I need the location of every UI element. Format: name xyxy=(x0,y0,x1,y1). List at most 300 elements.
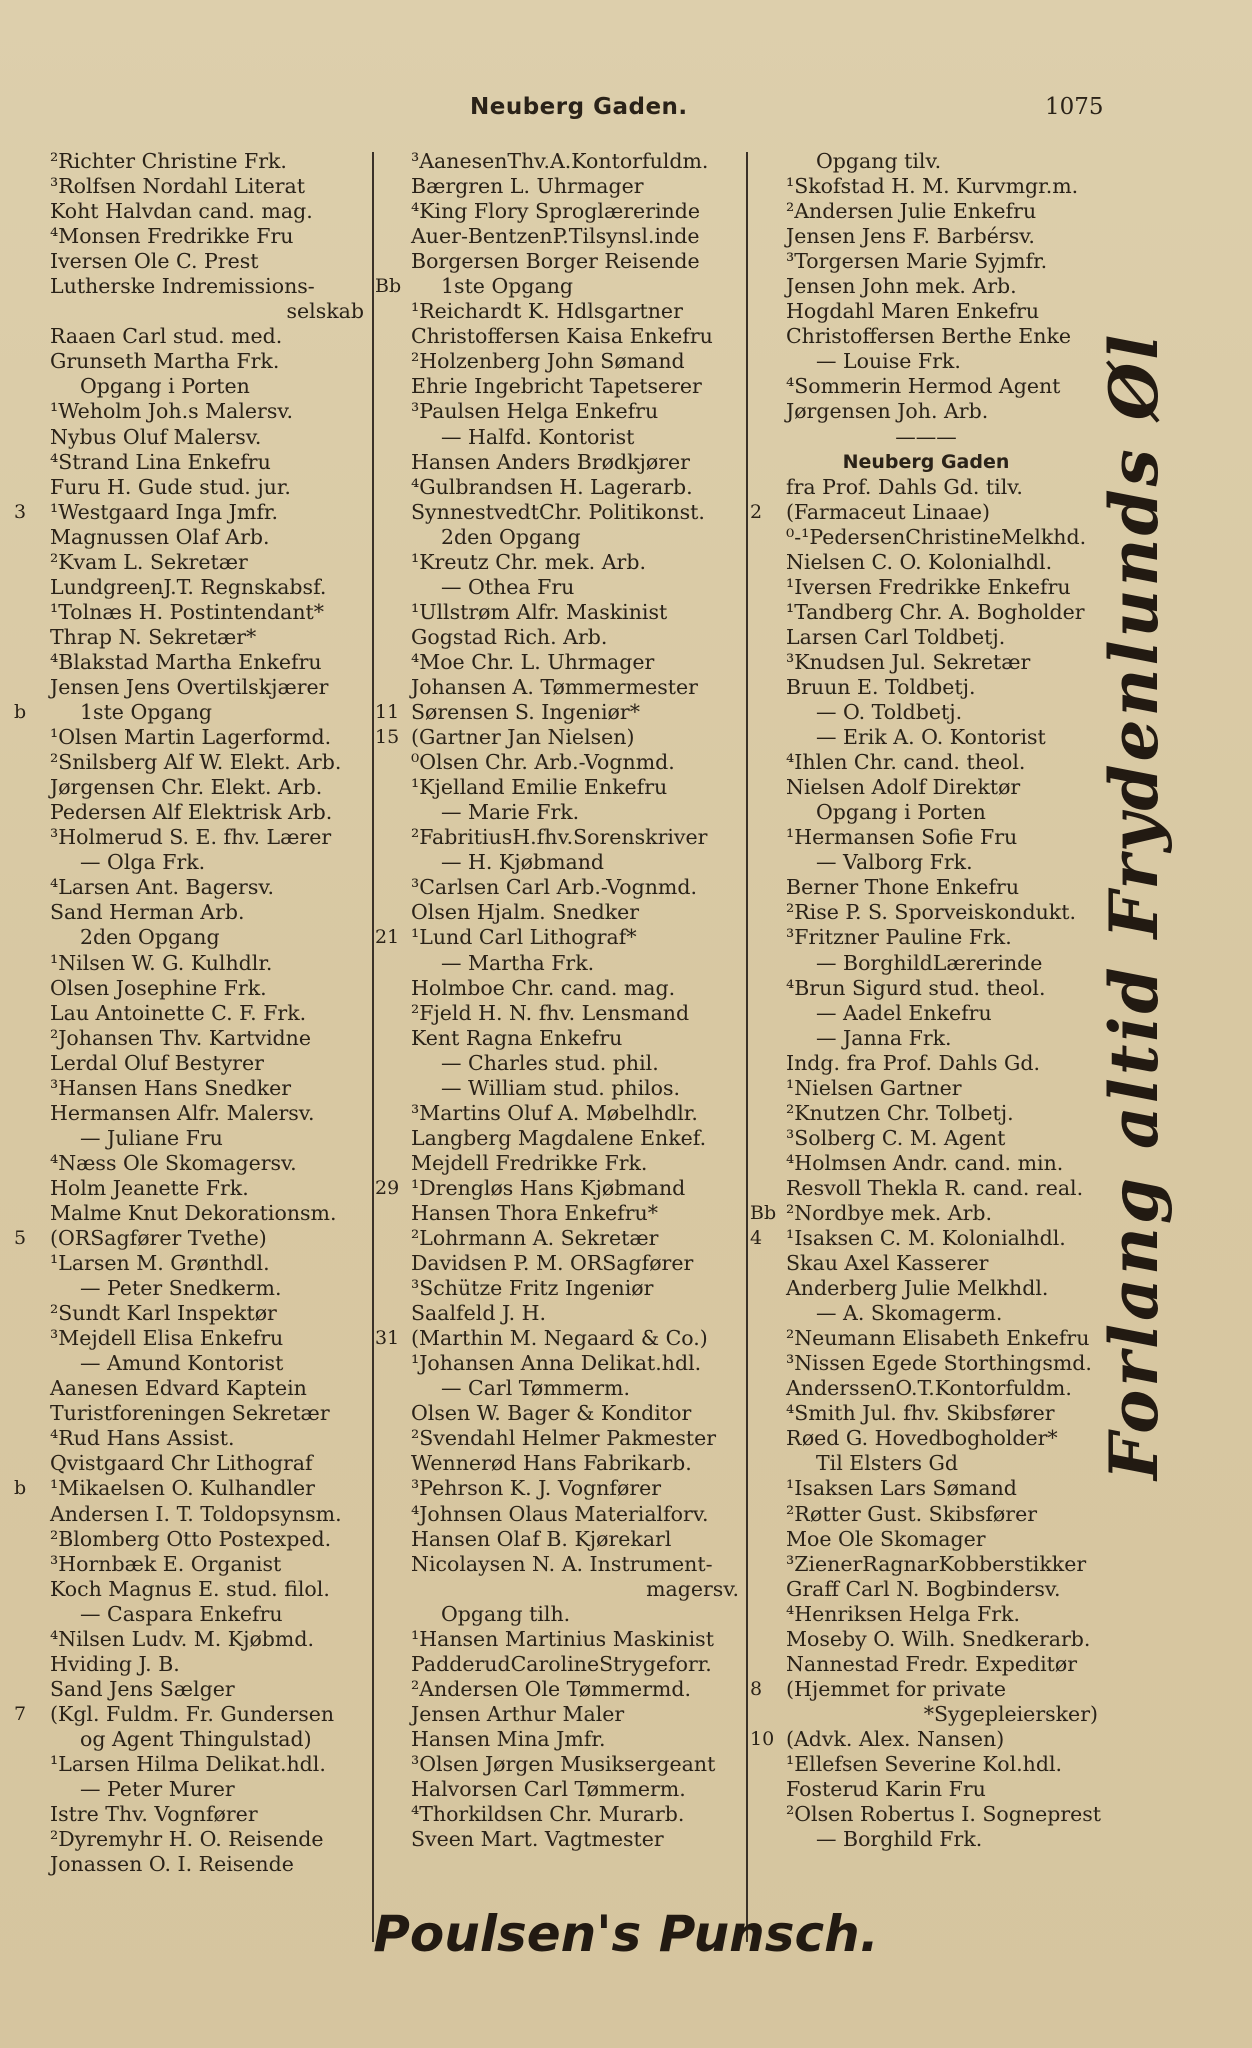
directory-entry xyxy=(14,951,368,976)
directory-entry xyxy=(750,1101,1102,1126)
entry-text: ³Holmerud S. E. fhv. Lærer xyxy=(50,825,332,850)
entry-text: Kent Ragna Enkefru xyxy=(411,1025,623,1050)
directory-entry xyxy=(14,500,368,525)
directory-entry xyxy=(750,1727,1102,1752)
directory-entry xyxy=(14,1476,368,1501)
entry-text: Anderberg Julie Melkhdl. xyxy=(786,1276,1049,1301)
side-advertisement: Forlang altid Frydenlunds Øl xyxy=(1095,331,1173,1480)
entry-text: Istre Thv. Vognfører xyxy=(50,1802,258,1827)
entry-text: ³Pehrson K. J. Vognfører xyxy=(411,1476,662,1501)
directory-entry xyxy=(375,1552,743,1577)
directory-entry xyxy=(14,1577,368,1602)
directory-entry xyxy=(750,299,1102,324)
entry-text: Jensen Jens F. Barbérsv. xyxy=(786,224,1035,249)
entry-text: ³Nissen Egede Storthingsmd. xyxy=(786,1351,1092,1376)
entry-text: ³Hornbæk E. Organist xyxy=(50,1551,282,1576)
house-number: 31 xyxy=(375,1327,400,1350)
entry-text: ²Kvam L. Sekretær xyxy=(50,549,248,574)
directory-entry xyxy=(14,349,368,374)
directory-entry xyxy=(750,1001,1102,1026)
directory-entry xyxy=(750,1326,1102,1351)
directory-entry xyxy=(14,1001,368,1026)
directory-entry xyxy=(375,500,743,525)
entry-text: — William stud. philos. xyxy=(441,1075,681,1100)
directory-entry xyxy=(750,1401,1102,1426)
entry-text: ¹Weholm Joh.s Malersv. xyxy=(50,399,294,424)
entry-text: ⁰-¹PedersenChristineMelkhd. xyxy=(786,524,1087,549)
entry-text: ³Carlsen Carl Arb.-Vognmd. xyxy=(411,875,697,900)
directory-entry xyxy=(750,1126,1102,1151)
entry-text: ³Olsen Jørgen Musiksergeant xyxy=(411,1752,716,1776)
directory-entry xyxy=(14,1176,368,1201)
entry-text: — Amund Kontorist xyxy=(80,1351,284,1376)
entry-text: — Juliane Fru xyxy=(80,1125,223,1150)
directory-entry xyxy=(14,249,368,274)
directory-entry xyxy=(14,900,368,925)
house-number: 10 xyxy=(750,1727,775,1750)
house-number: b xyxy=(14,701,27,724)
entry-text: Raaen Carl stud. med. xyxy=(50,324,283,349)
directory-entry xyxy=(14,525,368,550)
directory-entry xyxy=(14,1276,368,1301)
entry-text: ²Røtter Gust. Skibsfører xyxy=(786,1501,1037,1526)
entry-text: Lau Antoinette C. F. Frk. xyxy=(50,1000,307,1025)
directory-entry xyxy=(14,1827,368,1852)
page-header xyxy=(0,94,1252,134)
entry-text: — Othea Fru xyxy=(441,574,575,599)
entry-text: Saalfeld J. H. xyxy=(411,1301,547,1326)
directory-entry xyxy=(750,675,1102,700)
entry-text: ³AanesenThv.A.Kontorfuldm. xyxy=(411,149,709,173)
directory-entry xyxy=(750,1827,1102,1852)
entry-text: — Martha Frk. xyxy=(441,950,595,975)
directory-entry xyxy=(14,875,368,900)
directory-entry xyxy=(14,1652,368,1677)
entry-text: — O. Toldbetj. xyxy=(816,700,963,725)
directory-entry xyxy=(375,550,743,575)
house-number: b xyxy=(14,1477,27,1500)
directory-entry xyxy=(375,1151,743,1176)
directory-entry xyxy=(750,199,1102,224)
directory-entry xyxy=(375,700,743,725)
house-number: Bb xyxy=(375,275,402,298)
entry-text: Nannestad Fredr. Expeditør xyxy=(786,1651,1078,1676)
entry-text: (Gartner Jan Nielsen) xyxy=(411,725,635,750)
entry-text: Jensen Jens Overtilskjærer xyxy=(50,674,329,699)
directory-entry xyxy=(375,374,743,399)
directory-entry xyxy=(375,1226,743,1251)
entry-text: Olsen W. Bager & Konditor xyxy=(411,1401,692,1426)
directory-entry xyxy=(14,1076,368,1101)
directory-entry xyxy=(14,600,368,625)
entry-text: magersv. xyxy=(646,1576,739,1601)
entry-text: ¹Isaksen Lars Sømand xyxy=(786,1476,1017,1501)
entry-text: ¹Drengløs Hans Kjøbmand xyxy=(411,1175,686,1200)
house-number: Bb xyxy=(750,1201,777,1224)
entry-text: Jørgensen Chr. Elekt. Arb. xyxy=(50,775,323,800)
entry-text: Davidsen P. M. ORSagfører xyxy=(411,1251,694,1276)
directory-entry xyxy=(375,349,743,374)
directory-entry xyxy=(375,1652,743,1677)
directory-entry xyxy=(14,1051,368,1076)
directory-entry xyxy=(750,800,1102,825)
entry-text: Sand Herman Arb. xyxy=(50,900,245,925)
directory-entry xyxy=(750,976,1102,1001)
entry-text: (Hjemmet for private xyxy=(786,1676,1007,1701)
entry-text: ¹Nielsen Gartner xyxy=(786,1075,962,1100)
directory-entry xyxy=(750,1351,1102,1376)
entry-text: Hansen Olaf B. Kjørekarl xyxy=(411,1526,672,1551)
entry-text: Bruun E. Toldbetj. xyxy=(786,674,976,699)
entry-text: ¹Kreutz Chr. mek. Arb. xyxy=(411,549,646,574)
entry-text: ¹Ellefsen Severine Kol.hdl. xyxy=(786,1752,1063,1776)
directory-entry xyxy=(14,1752,368,1777)
entry-text: 2den Opgang xyxy=(441,524,581,549)
entry-text: — Marie Frk. xyxy=(441,800,580,825)
directory-entry xyxy=(375,1376,743,1401)
entry-text: ³Torgersen Marie Syjmfr. xyxy=(786,249,1048,274)
entry-text: ¹Tolnæs H. Postintendant* xyxy=(50,599,325,624)
directory-entry xyxy=(14,1627,368,1652)
directory-entry xyxy=(750,349,1102,374)
entry-text: ¹Reichardt K. Hdlsgartner xyxy=(411,299,683,324)
entry-text: ²Sundt Karl Inspektør xyxy=(50,1301,277,1326)
directory-entry xyxy=(14,550,368,575)
entry-text: Hermansen Alfr. Malersv. xyxy=(50,1100,315,1125)
entry-text: ³Mejdell Elisa Enkefru xyxy=(50,1326,284,1351)
page-title: Neuberg Gaden. xyxy=(470,94,688,120)
directory-entry xyxy=(750,1677,1102,1702)
directory-entry xyxy=(375,199,743,224)
entry-text: Røed G. Hovedbogholder* xyxy=(786,1426,1058,1451)
entry-text: Hansen Thora Enkefru* xyxy=(411,1200,658,1225)
entry-text: ²Richter Christine Frk. xyxy=(50,149,287,173)
entry-text: ²Andersen Ole Tømmermd. xyxy=(411,1676,691,1701)
directory-entry xyxy=(750,951,1102,976)
directory-entry xyxy=(14,850,368,875)
directory-entry xyxy=(750,1051,1102,1076)
directory-entry xyxy=(750,1752,1102,1777)
entry-text: ²Knutzen Chr. Tolbetj. xyxy=(786,1100,1014,1125)
entry-text: — A. Skomagerm. xyxy=(816,1301,1003,1326)
directory-entry xyxy=(14,825,368,850)
directory-entry xyxy=(375,951,743,976)
entry-text: (Farmaceut Linaae) xyxy=(786,499,991,524)
directory-entry xyxy=(375,1201,743,1226)
directory-entry xyxy=(750,149,1102,174)
entry-text: — Halfd. Kontorist xyxy=(441,424,635,449)
directory-entry xyxy=(375,249,743,274)
entry-text: ⁴Holmsen Andr. cand. min. xyxy=(786,1150,1064,1175)
entry-text: ⁴Larsen Ant. Bagersv. xyxy=(50,875,275,900)
directory-entry xyxy=(750,500,1102,525)
entry-text: Borgersen Borger Reisende xyxy=(411,249,700,274)
entry-text: selskab xyxy=(286,299,364,324)
directory-entry xyxy=(750,1652,1102,1677)
entry-text: ¹Iversen Fredrikke Enkefru xyxy=(786,574,1071,599)
entry-text: ²Svendahl Helmer Pakmester xyxy=(411,1426,717,1451)
entry-text: Hansen Anders Brødkjører xyxy=(411,449,690,474)
entry-text: ⁴Monsen Fredrikke Fru xyxy=(50,224,294,249)
directory-entry xyxy=(750,324,1102,349)
entry-text: Pedersen Alf Elektrisk Arb. xyxy=(50,800,333,825)
directory-entry xyxy=(14,1426,368,1451)
entry-text: ¹Isaksen C. M. Kolonialhdl. xyxy=(786,1226,1066,1251)
entry-text: — Peter Murer xyxy=(80,1777,235,1802)
directory-entry xyxy=(14,374,368,399)
directory-entry xyxy=(375,1301,743,1326)
column-divider xyxy=(746,152,748,1942)
directory-entry xyxy=(750,249,1102,274)
entry-text: Gogstad Rich. Arb. xyxy=(411,624,608,649)
directory-entry xyxy=(375,1451,743,1476)
entry-text: Sveen Mart. Vagtmester xyxy=(411,1827,664,1852)
directory-entry xyxy=(375,1426,743,1451)
page-number: 1075 xyxy=(1045,94,1104,120)
directory-entry xyxy=(750,1502,1102,1527)
entry-text: Magnussen Olaf Arb. xyxy=(50,524,270,549)
directory-entry xyxy=(750,1076,1102,1101)
directory-entry xyxy=(375,1827,743,1852)
directory-entry xyxy=(14,1451,368,1476)
directory-entry xyxy=(375,900,743,925)
entry-text: Wennerød Hans Fabrikarb. xyxy=(411,1451,692,1476)
directory-entry xyxy=(14,450,368,475)
entry-text: Neuberg Gaden xyxy=(842,450,1010,473)
entry-text: Opgang i Porten xyxy=(816,800,986,825)
entry-text: ³Schütze Fritz Ingeniør xyxy=(411,1276,654,1301)
directory-entry xyxy=(375,875,743,900)
entry-text: ³Martins Oluf A. Møbelhdlr. xyxy=(411,1100,698,1125)
directory-entry xyxy=(14,750,368,775)
directory-entry xyxy=(750,650,1102,675)
directory-entry xyxy=(14,1151,368,1176)
entry-text: Thrap N. Sekretær* xyxy=(50,624,257,649)
directory-entry xyxy=(14,1101,368,1126)
directory-entry xyxy=(750,575,1102,600)
directory-entry xyxy=(750,1426,1102,1451)
directory-entry xyxy=(375,1627,743,1652)
house-number: 29 xyxy=(375,1176,400,1199)
directory-entry xyxy=(750,450,1102,475)
entry-text: ¹Johansen Anna Delikat.hdl. xyxy=(411,1351,702,1376)
entry-text: ⁴Rud Hans Assist. xyxy=(50,1426,235,1451)
column-2 xyxy=(375,149,743,1852)
directory-entry xyxy=(375,1727,743,1752)
directory-entry xyxy=(750,274,1102,299)
directory-entry xyxy=(14,725,368,750)
directory-entry xyxy=(750,1226,1102,1251)
entry-text: ¹Mikaelsen O. Kulhandler xyxy=(50,1476,315,1501)
entry-text: ¹Skofstad H. M. Kurvmgr.m. xyxy=(786,174,1079,199)
directory-entry xyxy=(14,174,368,199)
entry-text: Jørgensen Joh. Arb. xyxy=(786,399,989,424)
entry-text: ³Hansen Hans Snedker xyxy=(50,1075,292,1100)
entry-text: Johansen A. Tømmermester xyxy=(411,674,698,699)
entry-text: ⁴Brun Sigurd stud. theol. xyxy=(786,975,1046,1000)
entry-text: Langberg Magdalene Enkef. xyxy=(411,1125,707,1150)
directory-entry xyxy=(375,1777,743,1802)
directory-entry xyxy=(375,1401,743,1426)
entry-text: ¹Olsen Martin Lagerformd. xyxy=(50,725,332,750)
directory-entry xyxy=(14,1852,368,1877)
directory-entry xyxy=(375,925,743,950)
entry-text: — BorghildLærerinde xyxy=(816,950,1043,975)
directory-entry xyxy=(750,550,1102,575)
entry-text: Bærgren L. Uhrmager xyxy=(411,174,644,199)
directory-entry xyxy=(750,1527,1102,1552)
entry-text: Olsen Josephine Frk. xyxy=(50,975,267,1000)
entry-text: ——— xyxy=(895,424,957,449)
entry-text: ¹Ullstrøm Alfr. Maskinist xyxy=(411,599,668,624)
entry-text: Turistforeningen Sekretær xyxy=(50,1401,330,1426)
directory-entry xyxy=(375,800,743,825)
entry-text: LundgreenJ.T. Regnskabsf. xyxy=(50,574,327,599)
entry-text: Hviding J. B. xyxy=(50,1651,180,1676)
entry-text: *Sygepleiersker) xyxy=(923,1701,1098,1726)
entry-text: Opgang tilv. xyxy=(816,149,942,173)
entry-text: Furu H. Gude stud. jur. xyxy=(50,474,291,499)
directory-entry xyxy=(375,1502,743,1527)
column-divider xyxy=(372,152,374,1942)
directory-entry xyxy=(14,399,368,424)
entry-text: og Agent Thingulstad) xyxy=(80,1726,312,1751)
directory-entry xyxy=(750,224,1102,249)
directory-entry xyxy=(750,525,1102,550)
directory-entry xyxy=(14,775,368,800)
directory-entry xyxy=(14,1301,368,1326)
entry-text: — Caspara Enkefru xyxy=(80,1601,283,1626)
entry-text: ¹Hansen Martinius Maskinist xyxy=(411,1626,714,1651)
directory-entry xyxy=(750,1802,1102,1827)
directory-entry xyxy=(375,450,743,475)
entry-text: Larsen Carl Toldbetj. xyxy=(786,624,1006,649)
entry-text: Nielsen Adolf Direktør xyxy=(786,775,1021,800)
directory-entry xyxy=(14,1602,368,1627)
directory-entry xyxy=(14,1401,368,1426)
entry-text: Nicolaysen N. A. Instrument- xyxy=(411,1551,713,1576)
directory-entry xyxy=(14,1226,368,1251)
entry-text: ⁴King Flory Sproglærerinde xyxy=(411,199,700,224)
directory-entry xyxy=(375,976,743,1001)
entry-text: ²Blomberg Otto Postexped. xyxy=(50,1526,332,1551)
directory-entry xyxy=(14,425,368,450)
entry-text: (Advk. Alex. Nansen) xyxy=(786,1726,1005,1751)
directory-entry xyxy=(750,725,1102,750)
entry-text: Opgang i Porten xyxy=(80,374,250,399)
entry-text: Jensen John mek. Arb. xyxy=(786,274,1017,299)
directory-entry xyxy=(14,1326,368,1351)
entry-text: Skau Axel Kasserer xyxy=(786,1251,989,1276)
entry-text: Malme Knut Dekorationsm. xyxy=(50,1200,337,1225)
directory-entry xyxy=(750,1276,1102,1301)
entry-text: Grunseth Martha Frk. xyxy=(50,349,280,374)
house-number: 7 xyxy=(14,1702,27,1725)
entry-text: Iversen Ole C. Prest xyxy=(50,249,259,274)
directory-entry xyxy=(375,1802,743,1827)
entry-text: Hogdahl Maren Enkefru xyxy=(786,299,1040,324)
entry-text: — Aadel Enkefru xyxy=(816,1000,992,1025)
entry-text: ⁴Gulbrandsen H. Lagerarb. xyxy=(411,474,693,499)
directory-entry xyxy=(14,976,368,1001)
house-number: 15 xyxy=(375,726,400,749)
entry-text: Jonassen O. I. Reisende xyxy=(50,1852,294,1877)
entry-text: ²Holzenberg John Sømand xyxy=(411,349,685,374)
entry-text: ³Paulsen Helga Enkefru xyxy=(411,399,659,424)
directory-entry xyxy=(375,1276,743,1301)
entry-text: fra Prof. Dahls Gd. tilv. xyxy=(786,474,1023,499)
entry-text: 2den Opgang xyxy=(80,925,220,950)
directory-entry xyxy=(14,1677,368,1702)
entry-text: ¹Lund Carl Lithograf* xyxy=(411,925,637,950)
entry-text: ¹Nilsen W. G. Kulhdlr. xyxy=(50,950,273,975)
entry-text: ¹Larsen M. Grønthdl. xyxy=(50,1251,270,1276)
directory-entry xyxy=(14,1126,368,1151)
entry-text: Lerdal Oluf Bestyrer xyxy=(50,1050,264,1075)
directory-entry xyxy=(750,1151,1102,1176)
directory-entry xyxy=(375,1076,743,1101)
entry-text: Nybus Oluf Malersv. xyxy=(50,424,262,449)
directory-entry xyxy=(750,1301,1102,1326)
directory-entry xyxy=(14,1802,368,1827)
directory-entry xyxy=(14,1201,368,1226)
entry-text: Mejdell Fredrikke Frk. xyxy=(411,1150,648,1175)
directory-entry xyxy=(750,1026,1102,1051)
directory-entry xyxy=(14,199,368,224)
directory-entry xyxy=(375,1677,743,1702)
footer-advertisement: Poulsen's Punsch. xyxy=(373,1905,879,1963)
column-1 xyxy=(14,149,368,1877)
entry-text: 1ste Opgang xyxy=(80,700,213,725)
entry-text: 1ste Opgang xyxy=(441,274,574,299)
entry-text: Sørensen S. Ingeniør* xyxy=(411,700,640,725)
directory-entry xyxy=(750,600,1102,625)
entry-text: ³Rolfsen Nordahl Literat xyxy=(50,174,306,199)
directory-entry xyxy=(750,1451,1102,1476)
directory-entry xyxy=(375,1326,743,1351)
directory-entry xyxy=(375,1126,743,1151)
entry-text: ⁰Olsen Chr. Arb.-Vognmd. xyxy=(411,750,675,775)
directory-entry xyxy=(14,1376,368,1401)
entry-text: ⁴Smith Jul. fhv. Skibsfører xyxy=(786,1401,1055,1426)
directory-entry xyxy=(375,575,743,600)
entry-text: ³ZienerRagnarKobberstikker xyxy=(786,1551,1087,1576)
directory-entry xyxy=(750,700,1102,725)
directory-entry xyxy=(750,875,1102,900)
directory-entry xyxy=(375,1602,743,1627)
directory-entry xyxy=(14,575,368,600)
directory-entry xyxy=(14,1777,368,1802)
house-number: 3 xyxy=(14,500,27,523)
directory-entry xyxy=(750,1602,1102,1627)
entry-text: ¹Larsen Hilma Delikat.hdl. xyxy=(50,1752,326,1776)
directory-entry xyxy=(750,750,1102,775)
entry-text: — Carl Tømmerm. xyxy=(441,1376,630,1401)
directory-entry xyxy=(375,675,743,700)
entry-text: Olsen Hjalm. Snedker xyxy=(411,900,640,925)
entry-text: Resvoll Thekla R. cand. real. xyxy=(786,1175,1084,1200)
directory-entry xyxy=(14,274,368,299)
directory-entry xyxy=(750,900,1102,925)
entry-text: ²Johansen Thv. Kartvidne xyxy=(50,1025,312,1050)
directory-entry xyxy=(375,1752,743,1777)
directory-entry xyxy=(14,1552,368,1577)
entry-text: ²Andersen Julie Enkefru xyxy=(786,199,1037,224)
house-number: 8 xyxy=(750,1677,763,1700)
entry-text: SynnestvedtChr. Politikonst. xyxy=(411,499,705,524)
directory-entry xyxy=(375,174,743,199)
directory-entry xyxy=(375,1251,743,1276)
